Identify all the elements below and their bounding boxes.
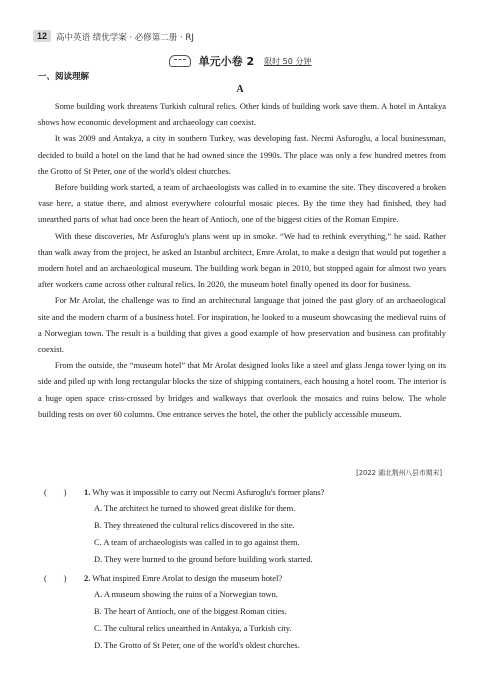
- option-d: D. They were burned to the ground before building work started.: [94, 554, 313, 564]
- paragraph: With these discoveries, Mr Asfuroglu's plans went up in smoke. “We had to rethink everything,” he said. Rather than walk away from the project, he asked an Istanbul architect, Emre Arolat, to make a design that would put together a modern hotel and an archaeological museum. The building work began in 2010, but stopped again for almost two years after workers came across other cultural relics. In 2020, the museum hotel finally opened its door for business.: [38, 230, 446, 290]
- passage: [38, 98, 446, 422]
- section-title: 一、阅读理解: [38, 72, 90, 82]
- book-title: 高中英语 绩优学案 · 必修第二册 · RJ: [56, 33, 194, 43]
- question-text: Why was it impossible to carry out Necmi Asfuroglu's former plans?: [92, 487, 325, 497]
- passage-letter: A: [236, 84, 244, 95]
- option-a: A. A museum showing the ruins of a Norwegian town.: [94, 589, 278, 599]
- option-b: B. The heart of Antioch, one of the biggest Roman cities.: [94, 606, 287, 616]
- question-number: 1.: [84, 487, 91, 497]
- answer-blank[interactable]: ( ): [44, 573, 67, 583]
- source-note: [2022 湖北荆州八县市期末]: [356, 469, 442, 477]
- option-d: D. The Grotto of St Peter, one of the world's oldest churches.: [94, 640, 300, 650]
- unit-badge-icon: [169, 55, 191, 67]
- unit-heading: [0, 52, 480, 70]
- unit-title: 单元小卷 2: [198, 55, 255, 69]
- option-c: C. The cultural relics unearthed in Antakya, a Turkish city.: [94, 623, 292, 633]
- paragraph: From the outside, the “museum hotel” that Mr Arolat designed looks like a steel and glass Jenga tower lying on its side and piled up with long rectangular blocks the size of shipping containers, each housing a hotel room. The interior is a huge open space criss-crossed by bridges and walkways that overlook the mosaics and ruins below. The whole building rests on over 60 columns. One entrance serves the hotel, the other the publicly accessible museum.: [38, 360, 446, 419]
- paragraph: It was 2009 and Antakya, a city in southern Turkey, was developing fast. Necmi Asfuroglu, a local businessman, decided to build a hotel on the land that he had owned since the 1990s. The place was only a few hundred metres from the Grotto of St Peter, one of the world's oldest churches.: [38, 133, 446, 176]
- page-number: 12: [33, 30, 51, 42]
- paragraph: Some building work threatens Turkish cultural relics. Other kinds of building work save them. A hotel in Antakya shows how economic development and archaeology can coexist.: [38, 101, 446, 128]
- option-a: A. The architect he turned to showed great dislike for them.: [94, 503, 296, 513]
- question-text: What inspired Emre Arolat to design the museum hotel?: [92, 573, 283, 583]
- time-limit: 限时 50 分钟: [264, 56, 312, 66]
- question-number: 2.: [84, 573, 91, 583]
- question-1: [44, 486, 324, 498]
- paragraph: Before building work started, a team of archaeologists was called in to examine the site. They discovered a broken vase here, a statue there, and almost everywhere colourful mosaic pieces. By the time they had finished, they had unearthed parts of what had once been the heart of Antioch, one of the biggest cities of the Roman Empire.: [38, 182, 446, 225]
- option-c: C. A team of archaeologists was called in to go against them.: [94, 537, 300, 547]
- question-2: [44, 572, 282, 584]
- paragraph: For Mr Arolat, the challenge was to find an architectural language that joined the past glory of an archaeological site and the modern charm of a business hotel. For inspiration, he looked to a museum showcasing the medieval ruins of a Norwegian town. The result is a building that gives a good example of how preservation and business can profitably coexist.: [38, 295, 446, 355]
- answer-blank[interactable]: ( ): [44, 487, 67, 497]
- page-header: [33, 30, 447, 46]
- option-b: B. They threatened the cultural relics discovered in the site.: [94, 520, 295, 530]
